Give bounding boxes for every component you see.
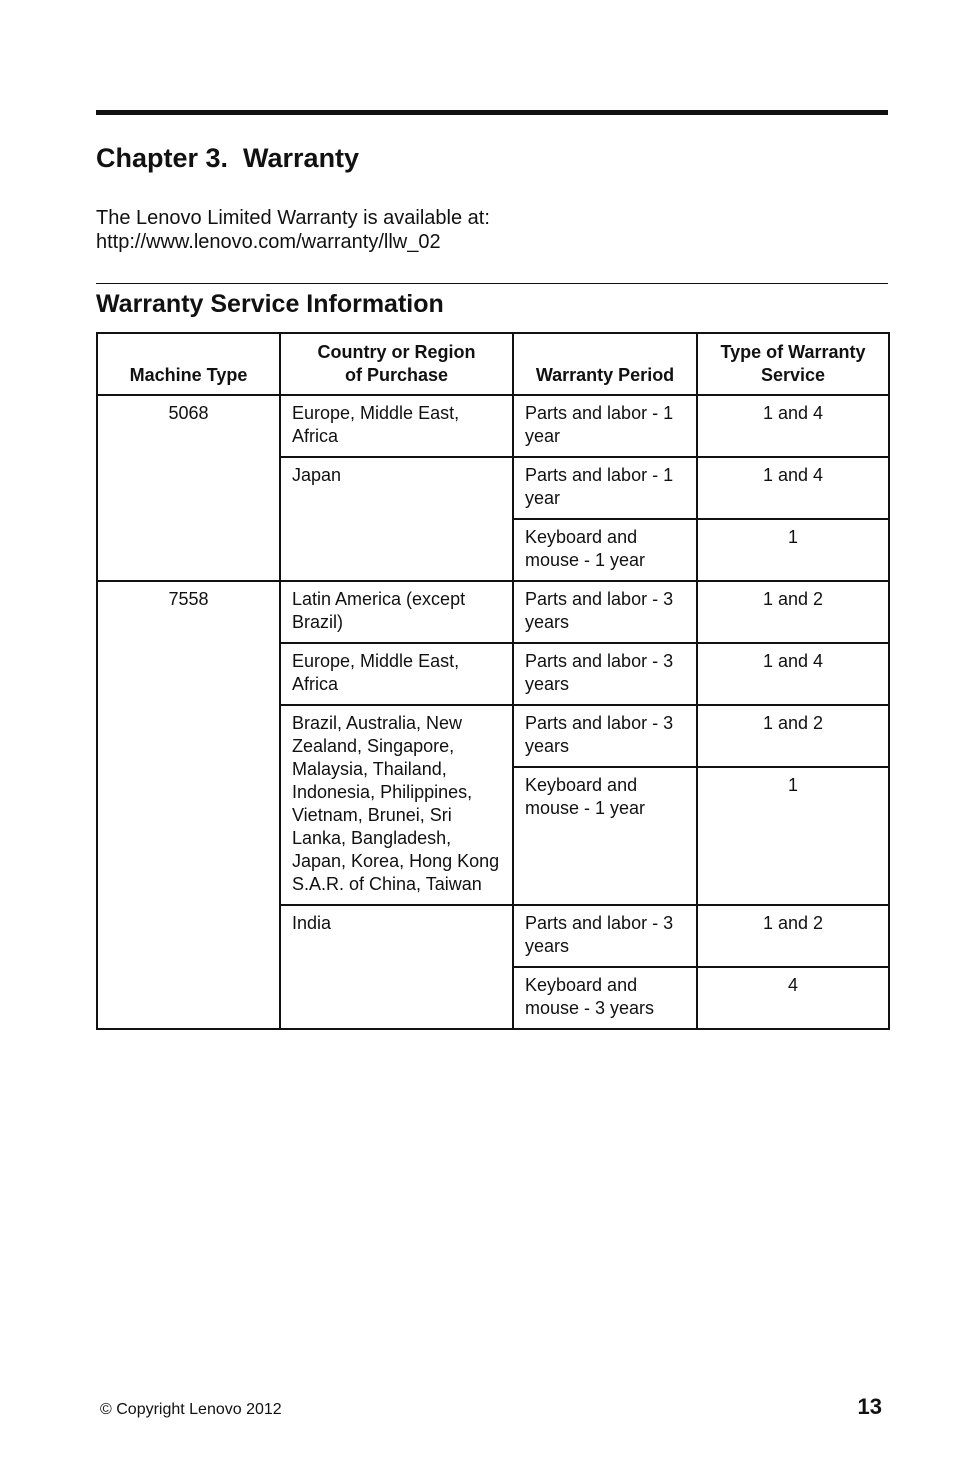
warranty-table	[96, 332, 890, 1030]
page-number: 13	[857, 1394, 882, 1419]
header-warranty-period: Warranty Period	[513, 333, 697, 395]
section-rule	[96, 283, 888, 284]
service-type-cell: 1 and 4	[697, 395, 889, 457]
service-type-cell: 1 and 4	[697, 643, 889, 705]
period-cell: Parts and labor - 3 years	[513, 643, 697, 705]
service-type-cell: 1	[697, 767, 889, 905]
header-country-region: Country or Region of Purchase	[280, 333, 513, 395]
period-cell: Keyboard and mouse - 3 years	[513, 967, 697, 1029]
region-cell: Brazil, Australia, New Zealand, Singapore, Malaysia, Thailand, Indonesia, Philippines, Vietnam, Brunei, Sri Lanka, Bangladesh, Japan, Korea, Hong Kong S.A.R. of China, Taiwan	[280, 705, 513, 905]
region-cell: Japan	[280, 457, 513, 581]
intro-paragraph	[96, 206, 490, 254]
period-cell: Keyboard and mouse - 1 year	[513, 767, 697, 905]
intro-text: The Lenovo Limited Warranty is available at:	[96, 207, 490, 229]
service-type-cell: 1 and 2	[697, 705, 889, 767]
header-machine-type: Machine Type	[97, 333, 280, 395]
region-cell: Europe, Middle East, Africa	[280, 395, 513, 457]
period-cell: Parts and labor - 3 years	[513, 905, 697, 967]
region-cell: Europe, Middle East, Africa	[280, 643, 513, 705]
footer-copyright: © Copyright Lenovo 2012	[100, 1401, 282, 1418]
header-warranty-service-type: Type of Warranty Service	[697, 333, 889, 395]
table-row	[97, 581, 889, 643]
table-header-row	[97, 333, 889, 395]
warranty-url: http://www.lenovo.com/warranty/llw_02	[96, 231, 441, 253]
service-type-cell: 1 and 2	[697, 905, 889, 967]
period-cell: Keyboard and mouse - 1 year	[513, 519, 697, 581]
service-type-cell: 1	[697, 519, 889, 581]
machine-type-cell: 7558	[97, 581, 280, 1029]
service-type-cell: 4	[697, 967, 889, 1029]
section-title: Warranty Service Information	[96, 290, 444, 318]
chapter-top-rule	[96, 110, 888, 115]
service-type-cell: 1 and 4	[697, 457, 889, 519]
period-cell: Parts and labor - 1 year	[513, 457, 697, 519]
service-type-cell: 1 and 2	[697, 581, 889, 643]
period-cell: Parts and labor - 3 years	[513, 705, 697, 767]
region-cell: Latin America (except Brazil)	[280, 581, 513, 643]
chapter-title: Chapter 3. Warranty	[96, 143, 360, 173]
period-cell: Parts and labor - 3 years	[513, 581, 697, 643]
period-cell: Parts and labor - 1 year	[513, 395, 697, 457]
machine-type-cell: 5068	[97, 395, 280, 581]
table-row	[97, 395, 889, 457]
region-cell: India	[280, 905, 513, 1029]
